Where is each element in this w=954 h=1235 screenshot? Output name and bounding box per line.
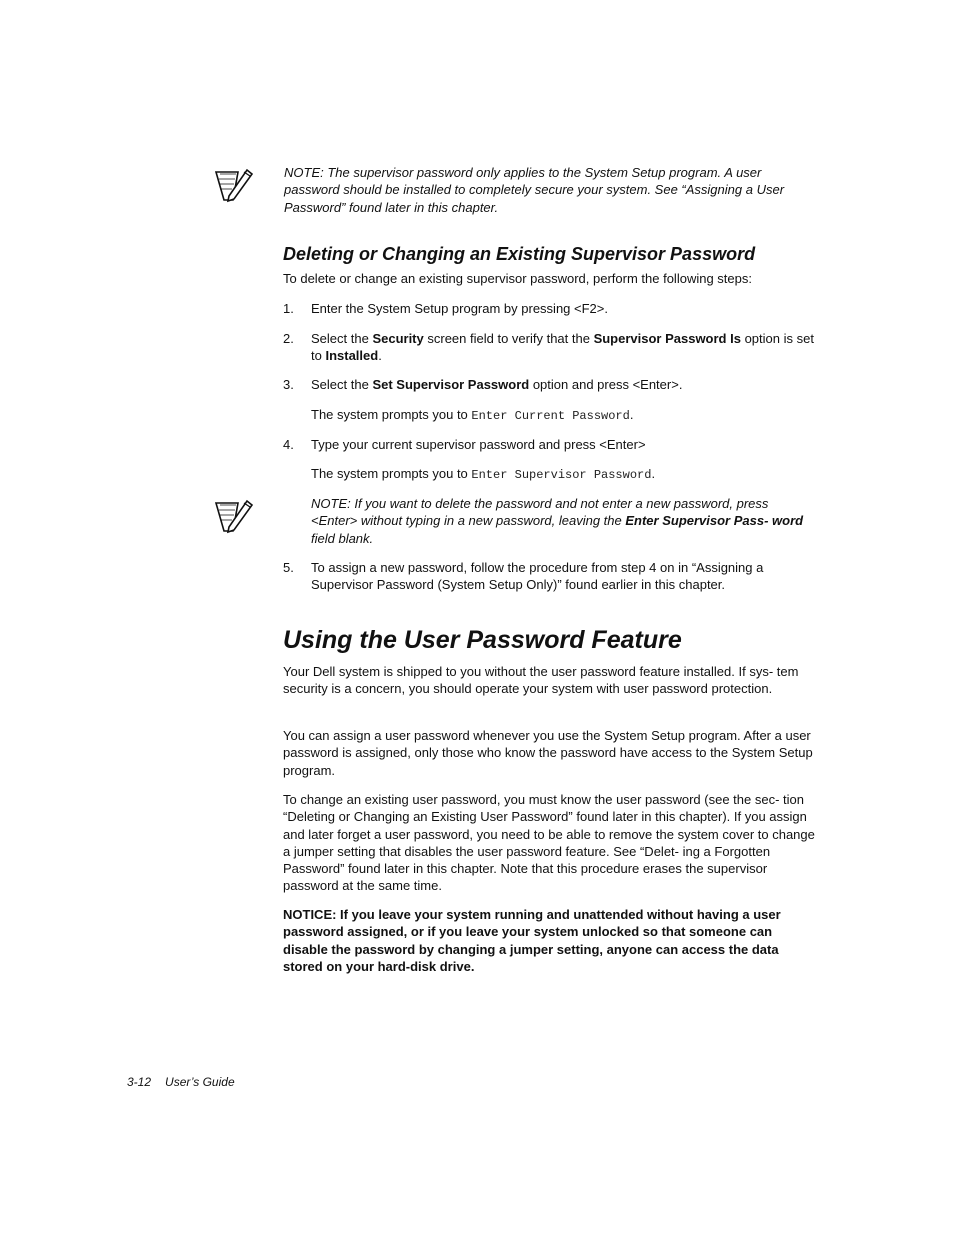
page-number: 3-12 — [127, 1075, 152, 1089]
step-text: Select the Security screen field to verify that the Supervisor Password Is option is set to Installed. — [311, 331, 814, 364]
step-number: 1. — [283, 301, 294, 316]
step-number: 3. — [283, 377, 294, 392]
note-pencil-icon — [214, 497, 254, 535]
step-text: Enter the System Setup program by pressing <F2>. — [311, 301, 608, 316]
paragraph: Your Dell system is shipped to you without the user password feature installed. If sys- tem security is a concern, you should operate your system with user password protection. — [283, 664, 799, 697]
step-prompt: The system prompts you to Enter Current Password. — [311, 407, 634, 423]
note-pencil-icon — [214, 166, 254, 204]
step-text: Type your current supervisor password and press <Enter> — [311, 437, 646, 452]
paragraph: You can assign a user password whenever you use the System Setup program. After a user password is assigned, only those who know the password have access to the System Setup program. — [283, 728, 813, 778]
note-text: NOTE: The supervisor password only applies to the System Setup program. A user password should be installed to completely secure your system. See “Assigning a User Password” found later in this chapter. — [284, 165, 785, 215]
step-text: To assign a new password, follow the procedure from step 4 on in “Assigning a Supervisor Password (System Setup Only)” found earlier in this chapter. — [311, 560, 764, 593]
step-text: Select the Set Supervisor Password option and press <Enter>. — [311, 377, 683, 392]
document-title: User’s Guide — [165, 1075, 235, 1089]
step-prompt: The system prompts you to Enter Supervisor Password. — [311, 466, 656, 482]
paragraph: To change an existing user password, you must know the user password (see the sec- tion “Deleting or Changing an Existing User Password” found later in this chapter). If you assign and later forget a user password, you need to be able to remove the system cover to change a jumper setting that disables the user password feature. See “Delet- ing a Forgotten Password” found later in this chapter. Note that this procedure erases the supervisor password at the same time. — [283, 792, 815, 894]
section-title: Using the User Password Feature — [283, 626, 682, 654]
section-intro: To delete or change an existing supervisor password, perform the following steps: — [283, 271, 752, 286]
note-text: NOTE: If you want to delete the password and not enter a new password, press <Enter> without typing in a new password, leaving the Enter Supervisor Pass- word field blank. — [311, 496, 804, 546]
step-number: 4. — [283, 437, 294, 452]
page-footer — [127, 1075, 235, 1089]
notice-text: NOTICE: If you leave your system running and unattended without having a user password assigned, or if you leave your system unlocked so that someone can disable the password by changing a jumper setting, anyone can access the data stored on your hard-disk drive. — [283, 907, 781, 974]
section-heading: Deleting or Changing an Existing Supervisor Password — [283, 244, 756, 264]
step-number: 2. — [283, 331, 294, 346]
step-number: 5. — [283, 560, 294, 575]
